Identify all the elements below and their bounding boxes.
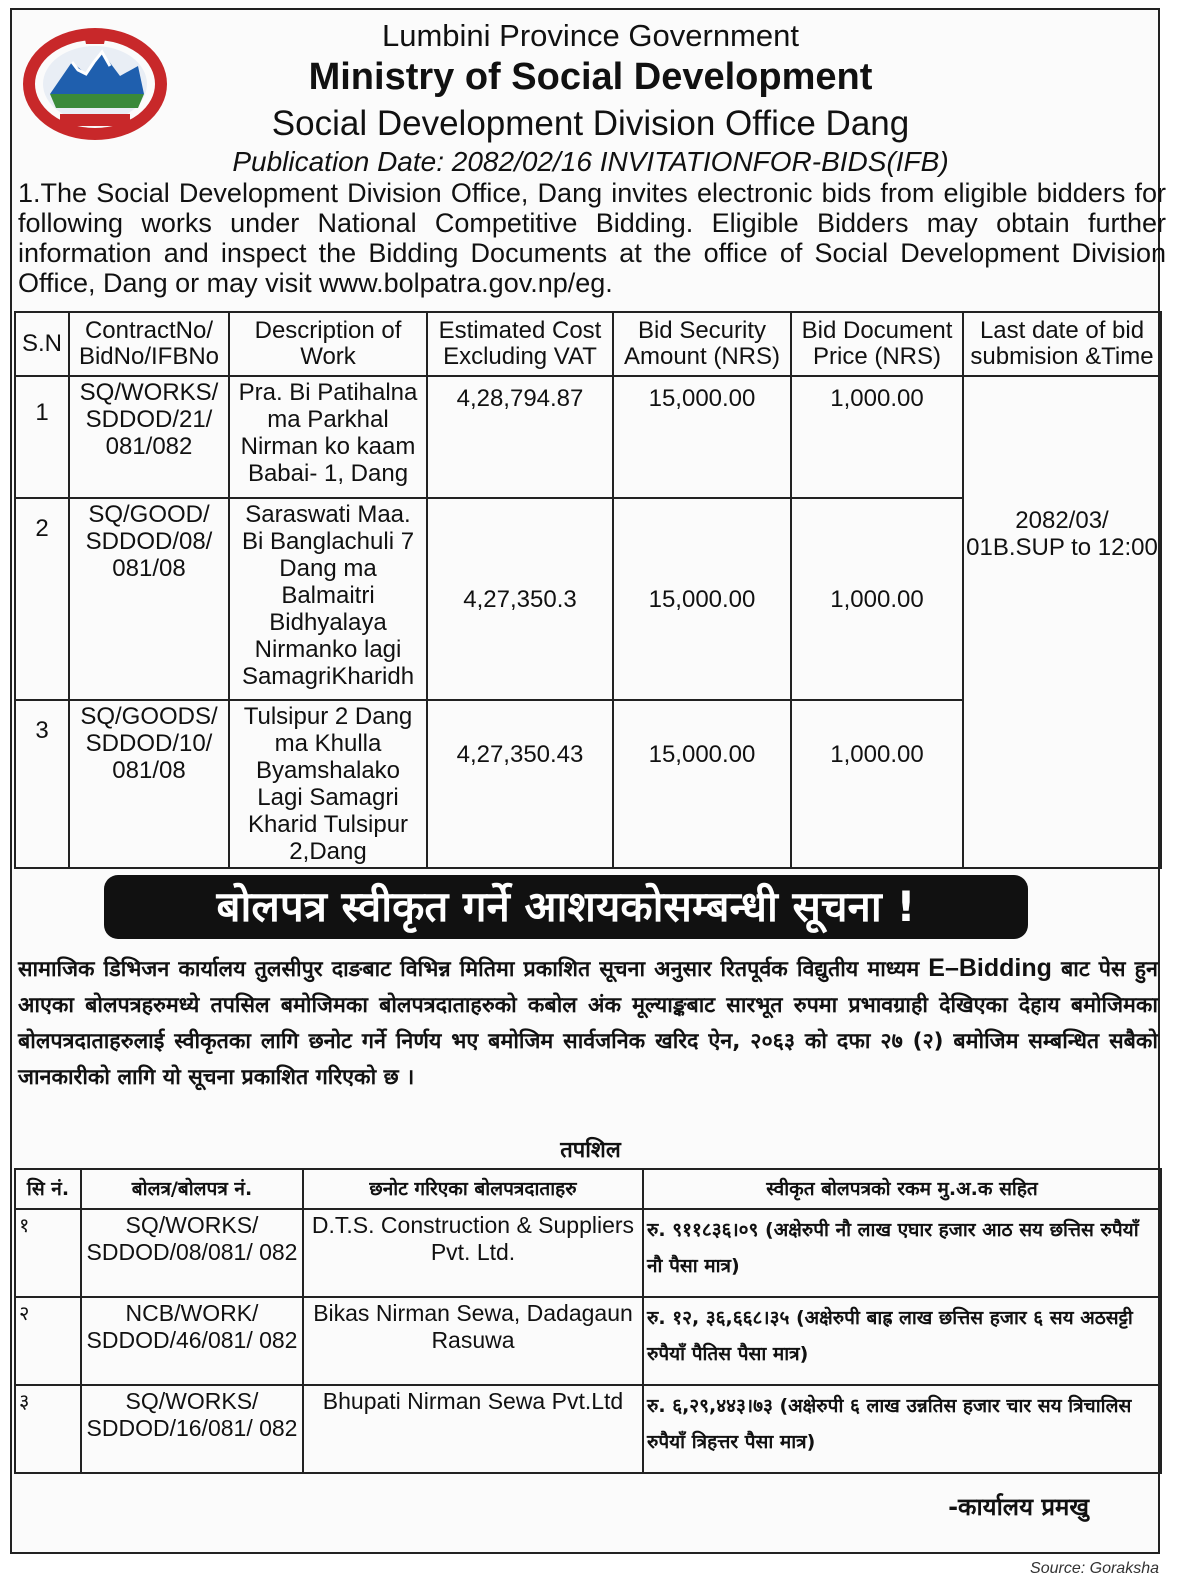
row-bid-no: SQ/WORKS/ SDDOD/08/081/ 082 [81,1209,303,1297]
ebidding-label: E–Bidding [928,954,1052,982]
header-bid-no: बोलत्र/बोलपत्र नं. [81,1169,303,1209]
office-chief-signature: -कार्यालय प्रमखु [948,1493,1089,1521]
table-row [15,1385,1161,1473]
table-row [15,1209,1161,1297]
row-sn: 3 [15,700,69,868]
schedule-label: तपशिल [560,1138,621,1163]
row-amount: रु. ९११८३६।०९ (अक्षेरुपी नौ लाख एघार हजार आठ सय छत्तिस रुपैयाँ नौ पैसा मात्र) [643,1209,1161,1297]
row-bidder: D.T.S. Construction & Suppliers Pvt. Ltd. [303,1209,643,1297]
notice-body-part2: बाट पेस हुन आएका बोलपत्रहरुमध्ये तपसिल बमोजिमका बोलपत्रदाताहरुको कबोल अंक मूल्याङ्कबाट सारभूत रुपमा प्रभावग्राही देखिएका देहाय बमोजिमका बोलपत्रदाताहरुलाई स्वीकृतका लागि छनोट गर्ने निर्णय भए बमोजिम सार्वजनिक खरिद ऐन, २०६३ को दफा २७ (२) बमोजिम सम्बन्धित सबैको जानकारीको लागि यो सूचना प्रकाशित गरिएको छ । [18,957,1158,1090]
row-bid-no: NCB/WORK/ SDDOD/46/081/ 082 [81,1297,303,1385]
row-sn: २ [15,1297,81,1385]
row-sn: १ [15,1209,81,1297]
row-document-price: 1,000.00 [791,498,963,700]
row-estimated-cost: 4,28,794.87 [427,376,613,498]
bids-table-header [15,312,1161,376]
header-sn: सि नं. [15,1169,81,1209]
row-description: Saraswati Maa. Bi Banglachuli 7 Dang ma Balmaitri Bidhyalaya Nirmanko lagi SamagriKharidh [229,498,427,700]
header-deadline: Last date of bid submision &Time [963,312,1161,376]
notice-body-part1: सामाजिक डिभिजन कार्यालय तुलसीपुर दाङबाट विभिन्न मितिमा प्रकाशित सूचना अनुसार रितपूर्वक विद्युतीय माध्यम [18,957,920,982]
row-contract-no: SQ/GOODS/ SDDOD/10/ 081/08 [69,700,229,868]
row-document-price: 1,000.00 [791,700,963,868]
publication-date: Publication Date: 2082/02/16 INVITATIONFOR-BIDS(IFB) [232,146,949,177]
ministry-name: Ministry of Social Development [308,56,873,98]
row-document-price: 1,000.00 [791,376,963,498]
invitation-paragraph: 1.The Social Development Division Office, Dang invites electronic bids from eligible bidders for following works under National Competitive Bidding. Eligible Bidders may obtain further information and inspect the Bidding Documents at the office of Social Development Division Office, Dang or may visit www.bolpatra.gov.np/eg. [18,178,1166,298]
header-description: Description of Work [229,312,427,376]
notice-body [18,950,1158,1096]
row-bid-security: 15,000.00 [613,498,791,700]
header-bidder: छनोट गरिएका बोलपत्रदाताहरु [303,1169,643,1209]
source-credit: Source: Goraksha [1030,1560,1159,1577]
table-row [15,376,1161,498]
header-estimated-cost: Estimated Cost Excluding VAT [427,312,613,376]
row-sn: ३ [15,1385,81,1473]
office-name: Social Development Division Office Dang [271,104,910,143]
bids-table [14,311,1162,869]
row-estimated-cost: 4,27,350.43 [427,700,613,868]
header-amount: स्वीकृत बोलपत्रको रकम मु.अ.क सहित [643,1169,1161,1209]
row-deadline: 2082/03/ 01B.SUP to 12:00 [963,376,1161,868]
table-row [15,1297,1161,1385]
row-contract-no: SQ/WORKS/ SDDOD/21/ 081/082 [69,376,229,498]
row-bid-no: SQ/WORKS/ SDDOD/16/081/ 082 [81,1385,303,1473]
row-description: Pra. Bi Patihalna ma Parkhal Nirman ko kaam Babai- 1, Dang [229,376,427,498]
row-amount: रु. ६,२९,४४३।७३ (अक्षेरुपी ६ लाख उन्नतिस हजार चार सय त्रिचालिस रुपैयाँ त्रिहत्तर पैसा मात्र) [643,1385,1161,1473]
row-amount: रु. १२, ३६,६६८।३५ (अक्षेरुपी बाह्र लाख छत्तिस हजार ६ सय अठसट्टी रुपैयाँ पैतिस पैसा मात्र) [643,1297,1161,1385]
row-contract-no: SQ/GOOD/ SDDOD/08/ 081/08 [69,498,229,700]
header-document-price: Bid Document Price (NRS) [791,312,963,376]
government-name: Lumbini Province Government [382,18,799,53]
row-bidder: Bhupati Nirman Sewa Pvt.Ltd [303,1385,643,1473]
notice-title-banner: बोलपत्र स्वीकृत गर्ने आशयकोसम्बन्धी सूचना ! [104,875,1028,939]
row-description: Tulsipur 2 Dang ma Khulla Byamshalako Lagi Samagri Kharid Tulsipur 2,Dang [229,700,427,868]
award-table [14,1168,1162,1474]
row-sn: 2 [15,498,69,700]
row-bid-security: 15,000.00 [613,376,791,498]
header-contract-no: ContractNo/ BidNo/IFBNo [69,312,229,376]
award-table-header [15,1169,1161,1209]
header-bid-security: Bid Security Amount (NRS) [613,312,791,376]
row-estimated-cost: 4,27,350.3 [427,498,613,700]
row-bid-security: 15,000.00 [613,700,791,868]
row-bidder: Bikas Nirman Sewa, Dadagaun Rasuwa [303,1297,643,1385]
row-sn: 1 [15,376,69,498]
header-sn: S.N [15,312,69,376]
